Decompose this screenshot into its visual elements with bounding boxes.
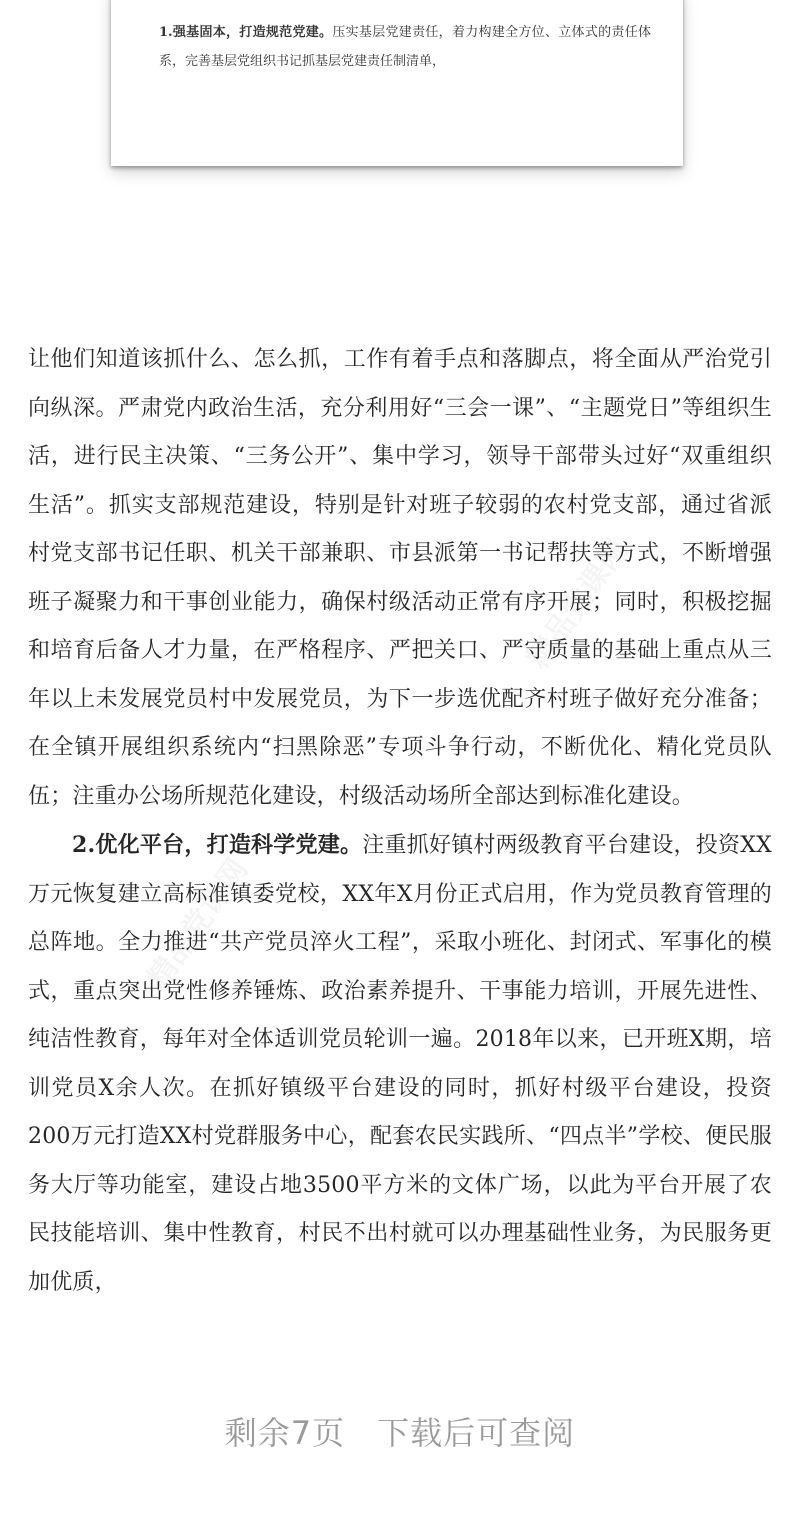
preview-card <box>111 0 683 166</box>
remaining-pages-label[interactable]: 剩余7页 <box>224 1414 346 1452</box>
paragraph: 让他们知道该抓什么、怎么抓，工作有着手点和落脚点，将全面从严治党引向纵深。严肃党内政治生活，充分利用好“三会一课”、“主题党日”等组织生活，进行民主决策、“三务公开”、集中学习，领导干部带头过好“双重组织生活”。抓实支部规范建设，特别是针对班子较弱的农村党支部，通过省派村党支部书记任职、机关干部兼职、市县派第一书记帮扶等方式，不断增强班子凝聚力和干事创业能力，确保村级活动正常有序开展；同时，积极挖掘和培育后备人才力量，在严格程序、严把关口、严守质量的基础上重点从三年以上未发展党员村中发展党员，为下一步选优配齐村班子做好充分准备；在全镇开展组织系统内“扫黑除恶”专项斗争行动，不断优化、精化党员队伍；注重办公场所规范化建设，村级活动场所全部达到标准化建设。 <box>28 347 772 809</box>
preview-text <box>159 18 651 76</box>
preview-lead: 1.强基固本，打造规范党建。 <box>159 25 333 40</box>
remaining-pages-bar[interactable] <box>0 1408 800 1454</box>
download-to-read-label[interactable]: 下载后可查阅 <box>377 1414 576 1452</box>
document-body <box>28 336 772 1307</box>
section-heading: 2.优化平台，打造科学党建。 <box>72 832 363 858</box>
section-text: 注重抓好镇村两级教育平台建设，投资XX万元恢复建立高标准镇委党校，XX年X月份正式启用，作为党员教育管理的总阵地。全力推进“共产党员淬火工程”，采取小班化、封闭式、军事化的模式，重点突出党性修养锤炼、政治素养提升、干事能力培训，开展先进性、纯洁性教育，每年对全体适训党员轮训一遍。2018年以来，已开班X期，培训党员X余人次。在抓好镇级平台建设的同时，抓好村级平台建设，投资200万元打造XX村党群服务中心，配套农民实践所、“四点半”学校、便民服务大厅等功能室，建设占地3500平方米的文体广场，以此为平台开展了农民技能培训、集中性教育，村民不出村就可以办理基础性业务，为民服务更加优质， <box>28 833 772 1295</box>
section-paragraph <box>28 821 772 1307</box>
preview-body: 压实基层党建责任，着力构建全方位、立体式的责任体系，完善基层党组织书记抓基层党建责任制清单， <box>159 25 651 69</box>
